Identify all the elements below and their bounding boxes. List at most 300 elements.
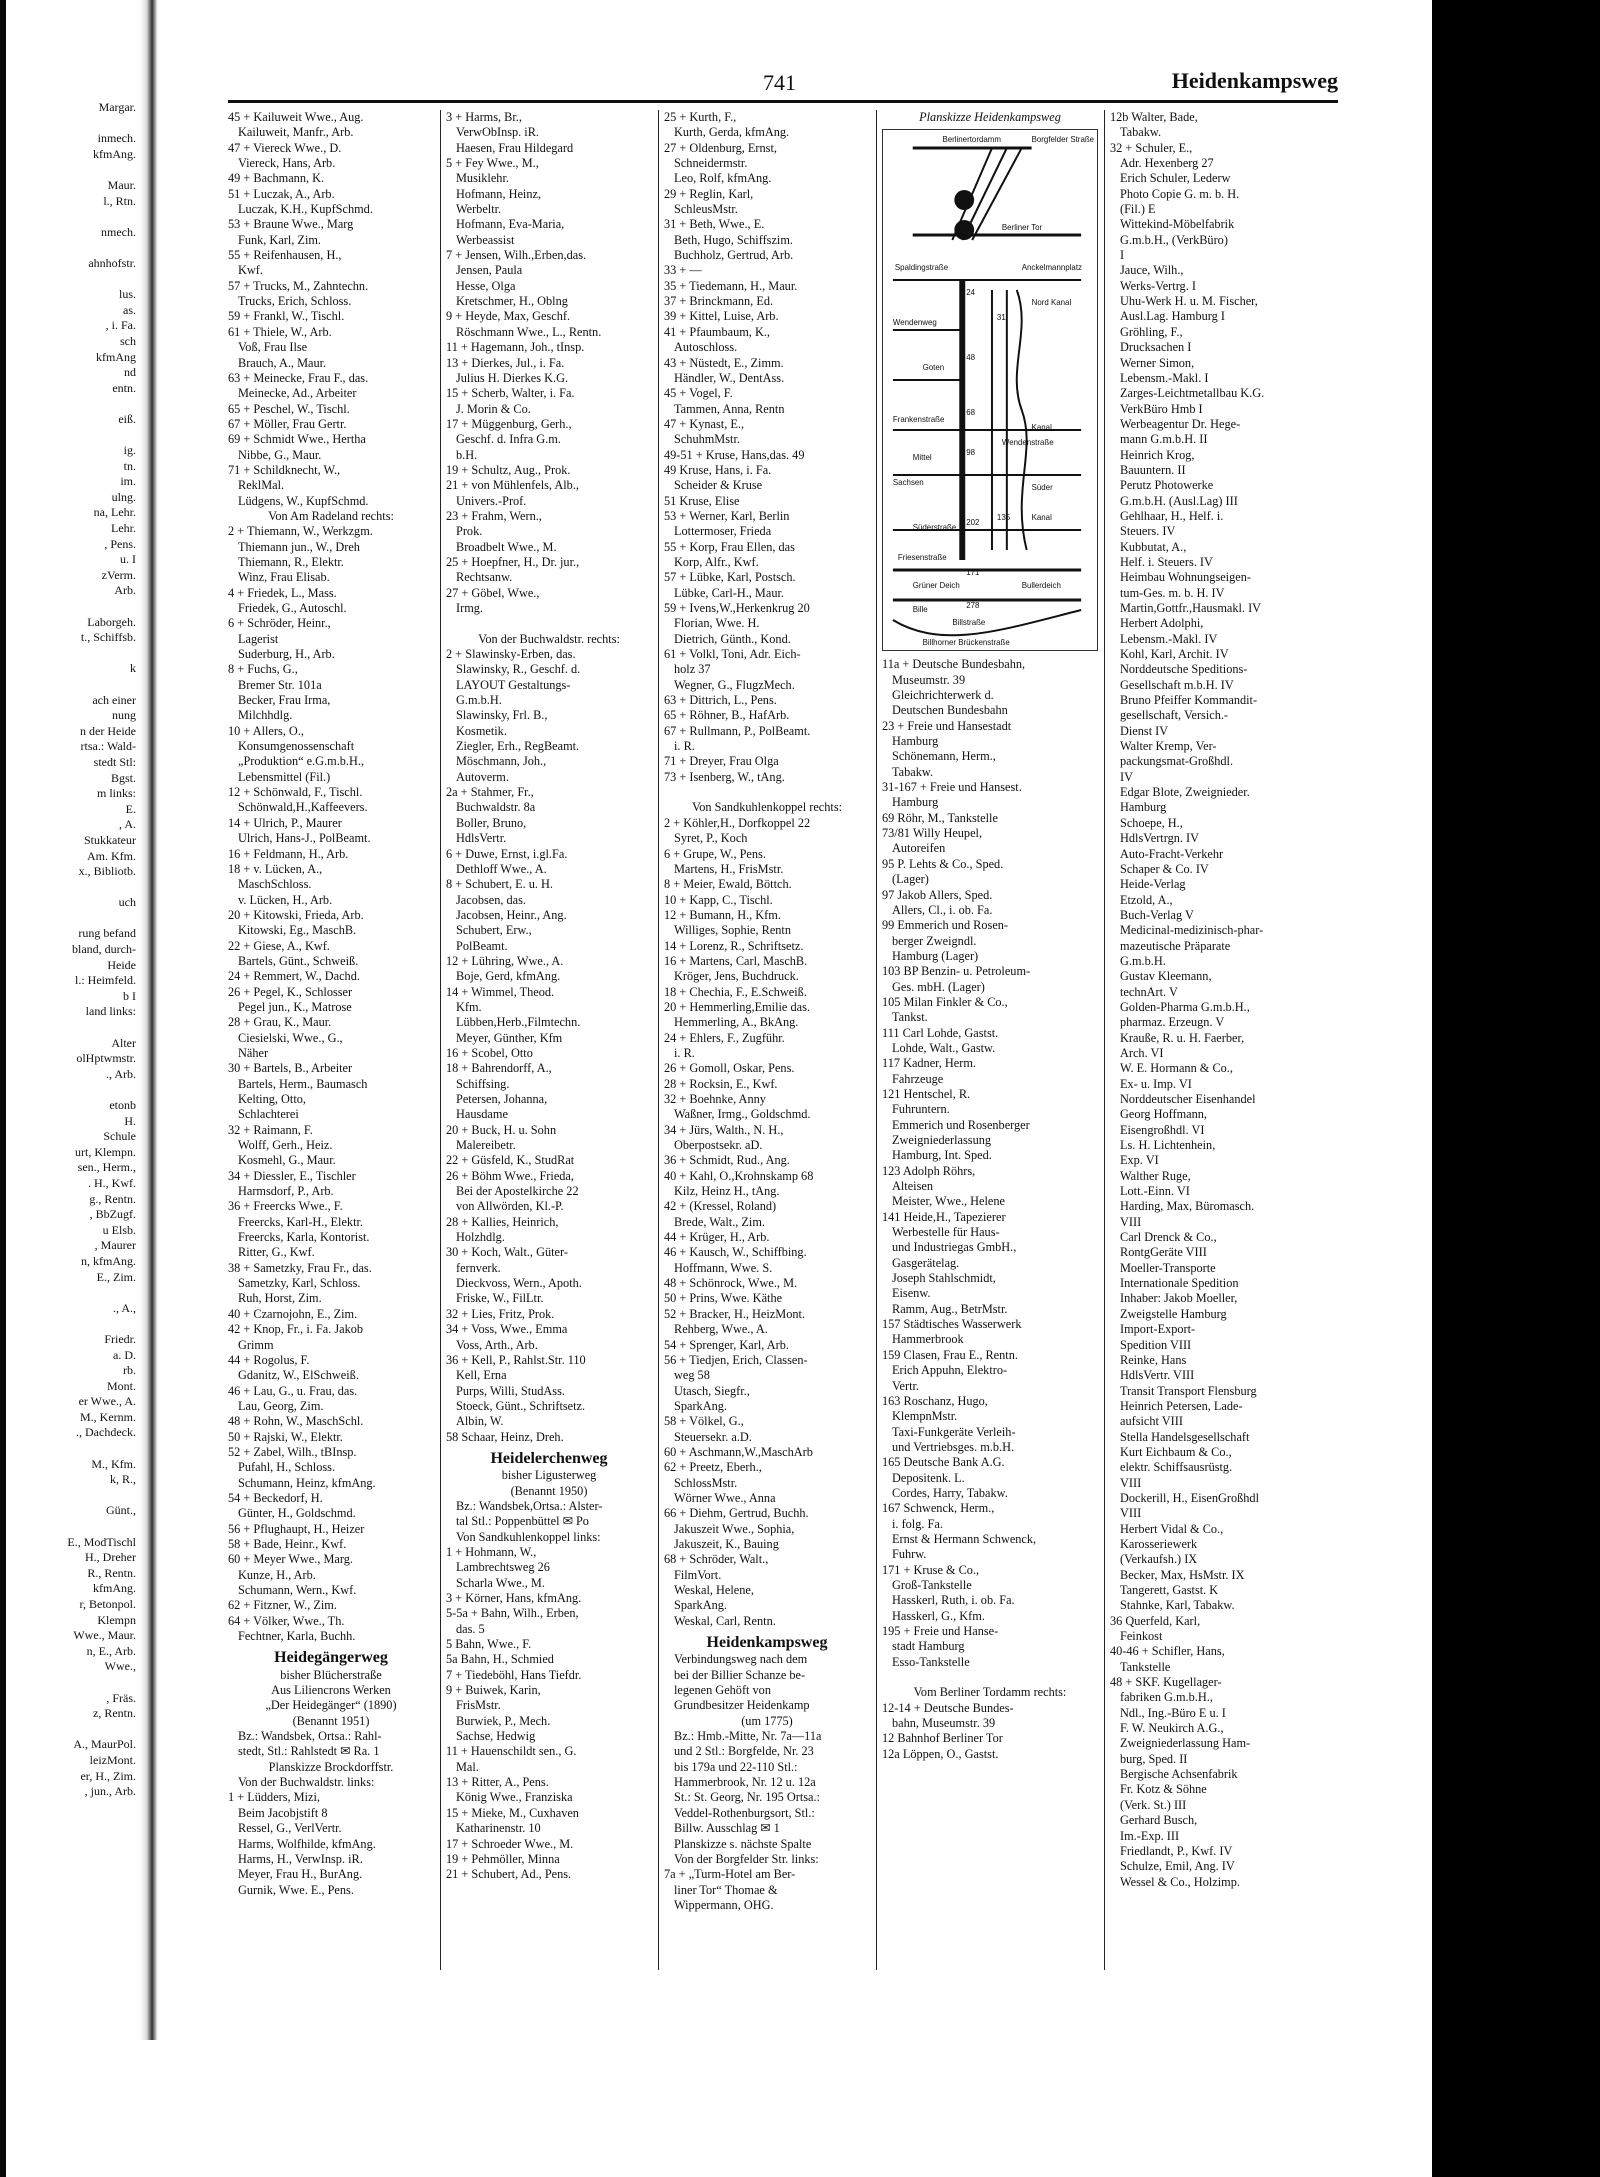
fragment-line: n der Heide xyxy=(80,723,136,738)
entry-continuation: Tabakw. xyxy=(892,764,934,779)
entry-continuation: Werks-Vertrg. I xyxy=(1120,278,1196,293)
entry-continuation: Schumann, Heinz, kfmAng. xyxy=(238,1475,376,1490)
entry-continuation: Becker, Frau Irma, xyxy=(238,693,331,708)
entry-continuation: F. W. Neukirch A.G., xyxy=(1120,1721,1224,1736)
map-label: Billstraße xyxy=(952,618,986,628)
entry-continuation: Etzold, A., xyxy=(1120,892,1173,907)
entry-continuation: Uhu-Werk H. u. M. Fischer, xyxy=(1120,294,1258,309)
fragment-line: , Pens. xyxy=(104,536,136,551)
directory-entry: 26 + Böhm Wwe., Frieda, xyxy=(446,1168,574,1183)
fragment-line: E., Zim. xyxy=(96,1269,136,1284)
directory-entry: 11 + Hagemann, Joh., tInsp. xyxy=(446,340,585,355)
entry-continuation: Wessel & Co., Holzimp. xyxy=(1120,1874,1240,1889)
fragment-line: sen., Herm., xyxy=(77,1160,136,1175)
entry-continuation: Tankst. xyxy=(892,1010,928,1025)
directory-entry: 12a Löppen, O., Gastst. xyxy=(882,1746,999,1761)
entry-continuation: Groß-Tankstelle xyxy=(892,1577,972,1592)
map-title: Planskizze Heidenkampsweg xyxy=(919,110,1061,124)
entry-continuation: Harding, Max, Büromasch. xyxy=(1120,1199,1255,1214)
entry-continuation: Autoschloss. xyxy=(674,340,738,355)
directory-entry: 16 + Scobel, Otto xyxy=(446,1045,533,1060)
entry-continuation: Werner Simon, xyxy=(1120,355,1195,370)
entry-continuation: stedt, Stl.: Rahlstedt ✉ Ra. 1 xyxy=(238,1744,380,1759)
entry-continuation: VIII xyxy=(1120,1475,1142,1490)
entry-continuation: Syret, P., Koch xyxy=(674,831,748,846)
entry-continuation: Buchwaldstr. 8a xyxy=(456,800,536,815)
entry-continuation: Buch-Verlag V xyxy=(1120,907,1194,922)
directory-entry: 33 + — xyxy=(664,263,702,278)
entry-continuation: Heinrich Petersen, Lade- xyxy=(1120,1398,1243,1413)
fragment-line: nmech. xyxy=(101,224,136,239)
directory-entry: 22 + Güsfeld, K., StudRat xyxy=(446,1153,575,1168)
entry-continuation: SparkAng. xyxy=(674,1598,727,1613)
entry-continuation: SchleusMstr. xyxy=(674,202,738,217)
directory-entry: 24 + Remmert, W., Dachd. xyxy=(228,969,360,984)
fragment-line: m links: xyxy=(96,786,136,801)
entry-continuation: Meyer, Frau H., BurAng. xyxy=(238,1867,363,1882)
entry-continuation: Ritter, G., Kwf. xyxy=(238,1245,315,1260)
entry-continuation: mazeutische Präparate xyxy=(1120,938,1231,953)
column-5 xyxy=(1110,110,1338,1970)
fragment-line: g., Rentn. xyxy=(89,1191,136,1206)
map-house-number: 68 xyxy=(966,408,976,418)
directory-entry: 5a Bahn, H., Schmied xyxy=(446,1652,554,1667)
entry-continuation: Konsumgenossenschaft xyxy=(238,739,355,754)
entry-continuation: Tabakw. xyxy=(1120,125,1162,140)
map-label: Grüner Deich xyxy=(912,581,960,591)
directory-entry: 21 + von Mühlenfels, Alb., xyxy=(446,478,579,493)
fragment-line: x., Bibliotb. xyxy=(78,864,136,879)
map-label: Sachsen xyxy=(892,478,924,488)
entry-continuation: Schönwald,H.,Kaffeevers. xyxy=(238,800,368,815)
directory-entry: 56 + Pflughaupt, H., Heizer xyxy=(228,1521,365,1536)
entry-continuation: Lebensmittel (Fil.) xyxy=(238,769,331,784)
street-heading: Heidenkampsweg xyxy=(706,1634,828,1652)
column-separator xyxy=(876,110,877,1970)
entry-continuation: Dockerill, H., EisenGroßhdl xyxy=(1120,1490,1259,1505)
directory-entry: 67 + Rullmann, P., PolBeamt. xyxy=(664,723,811,738)
directory-entry: 56 + Tiedjen, Erich, Classen- xyxy=(664,1352,808,1367)
fragment-line: , jun., Arb. xyxy=(84,1784,136,1799)
map-label: Billhorner Brückenstraße xyxy=(922,638,1010,648)
fragment-line xyxy=(0,1441,140,1457)
road xyxy=(893,330,1081,533)
entry-continuation: Schneidermstr. xyxy=(674,156,748,171)
entry-continuation: Erich Appuhn, Elektro- xyxy=(892,1363,1008,1378)
entry-continuation: Meister, Wwe., Helene xyxy=(892,1194,1005,1209)
directory-entry: 2 + Köhler,H., Dorfkoppel 22 xyxy=(664,815,811,830)
entry-continuation: bei der Billier Schanze be- xyxy=(674,1667,806,1682)
directory-entry: 54 + Beckedorf, H. xyxy=(228,1490,323,1505)
section-note: Aus Liliencrons Werken xyxy=(271,1683,391,1698)
entry-continuation: Fechtner, Karla, Buchh. xyxy=(238,1629,356,1644)
directory-entry: 26 + Gomoll, Oskar, Pens. xyxy=(664,1061,795,1076)
entry-continuation: G.m.b.H., (VerkBüro) xyxy=(1120,232,1228,247)
directory-entry: 111 Carl Lohde, Gastst. xyxy=(882,1025,999,1040)
entry-continuation: Purps, Willi, StudAss. xyxy=(456,1383,565,1398)
fragment-line: Heide xyxy=(107,957,136,972)
fragment-line: ulng. xyxy=(111,489,136,504)
entry-continuation: Pufahl, H., Schloss. xyxy=(238,1460,336,1475)
directory-entry: 46 + Lau, G., u. Frau, das. xyxy=(228,1383,358,1398)
directory-entry: 42 + Knop, Fr., i. Fa. Jakob xyxy=(228,1322,364,1337)
directory-entry: 13 + Dierkes, Jul., i. Fa. xyxy=(446,355,565,370)
fragment-line: n, kfmAng. xyxy=(81,1253,136,1268)
fragment-line: uch xyxy=(118,895,136,910)
entry-continuation: Stoeck, Günt., Schriftsetz. xyxy=(456,1398,586,1413)
directory-entry: 28 + Rocksin, E., Kwf. xyxy=(664,1076,778,1091)
running-head: Heidenkampsweg xyxy=(1171,68,1338,93)
entry-continuation: Billw. Ausschlag ✉ 1 xyxy=(674,1821,780,1836)
entry-continuation: Bergische Achsenfabrik xyxy=(1120,1767,1238,1782)
directory-entry: 64 + Völker, Wwe., Th. xyxy=(228,1613,345,1628)
directory-entry: 51 Kruse, Elise xyxy=(664,493,740,508)
section-note: Von Sandkuhlenkoppel rechts: xyxy=(691,800,843,815)
entry-continuation: Hausdame xyxy=(456,1107,508,1122)
entry-continuation: Ciesielski, Wwe., G., xyxy=(238,1030,343,1045)
entry-continuation: bis 179a und 22-110 Stl.: xyxy=(674,1759,798,1774)
entry-continuation: bahn, Museumstr. 39 xyxy=(892,1716,996,1731)
fragment-line: nung xyxy=(112,708,136,723)
entry-continuation: legenen Gehöft von xyxy=(674,1683,771,1698)
directory-entry: 25 + Kurth, F., xyxy=(664,110,737,124)
entry-continuation: Kubbutat, A., xyxy=(1120,539,1187,554)
fragment-line: Margar. xyxy=(98,100,136,114)
entry-continuation: Gehlhaar, H., Helf. i. xyxy=(1120,508,1224,523)
fragment-line: Lehr. xyxy=(111,521,136,536)
entry-continuation: Lott.-Einn. VI xyxy=(1120,1184,1190,1199)
map-label: Bille xyxy=(912,605,928,615)
entry-continuation: Fuhruntern. xyxy=(892,1102,950,1117)
entry-continuation: Eisengroßhdl. VI xyxy=(1120,1122,1205,1137)
entry-continuation: Steuers. IV xyxy=(1120,524,1176,539)
fragment-line: bland, durch- xyxy=(72,942,136,957)
directory-entry: 24 + Ehlers, F., Zugführ. xyxy=(664,1030,785,1045)
directory-entry: 32 + Schuler, E., xyxy=(1110,140,1193,155)
directory-entry: 123 Adolph Röhrs, xyxy=(882,1163,976,1178)
directory-entry: 5 Bahn, Wwe., F. xyxy=(446,1637,532,1652)
fragment-line: E. xyxy=(125,801,136,816)
entry-continuation: Albin, W. xyxy=(456,1414,504,1429)
fragment-line: , BbZugf. xyxy=(89,1207,136,1222)
entry-continuation: Autoreifen xyxy=(892,841,946,856)
entry-continuation: Harms, Wolfhilde, kfmAng. xyxy=(238,1836,376,1851)
fragment-line xyxy=(0,209,140,225)
entry-continuation: VerwObInsp. iR. xyxy=(456,125,539,140)
s-bahn-station xyxy=(954,190,974,210)
entry-continuation: Norddeutscher Eisenhandel xyxy=(1120,1092,1256,1106)
directory-entry: 5-5a + Bahn, Wilh., Erben, xyxy=(446,1606,579,1621)
entry-continuation: RontgGeräte VIII xyxy=(1120,1245,1207,1260)
fragment-line xyxy=(0,162,140,178)
entry-continuation: Hamburg xyxy=(892,795,939,810)
entry-continuation: Cordes, Harry, Tabakw. xyxy=(892,1485,1008,1500)
directory-entry: 28 + Grau, K., Maur. xyxy=(228,1015,332,1030)
directory-entry: 20 + Kitowski, Frieda, Arb. xyxy=(228,907,364,922)
entry-continuation: Lüdgens, W., KupfSchmd. xyxy=(238,493,369,508)
fragment-line: t., Schiffsb. xyxy=(80,630,136,645)
entry-continuation: Bz.: Wandsbek, Ortsa.: Rahl- xyxy=(238,1729,382,1744)
entry-continuation: Beim Jacobjstift 8 xyxy=(238,1805,328,1820)
entry-continuation: Depositenk. L. xyxy=(892,1470,965,1485)
entry-continuation: Steuersekr. a.D. xyxy=(674,1429,752,1444)
entry-continuation: Lübke, Carl-H., Maur. xyxy=(674,585,784,600)
entry-continuation: gesellschaft, Versich.- xyxy=(1120,708,1229,723)
entry-continuation: Auto-Fracht-Verkehr xyxy=(1120,846,1224,861)
entry-continuation: Bauuntern. II xyxy=(1120,462,1186,477)
directory-entry: 2 + Thiemann, W., Werkzgm. xyxy=(228,524,373,539)
entry-continuation: Mal. xyxy=(456,1759,479,1774)
directory-entry: 13 + Ritter, A., Pens. xyxy=(446,1775,549,1790)
section-note: Von der Buchwaldstr. rechts: xyxy=(478,631,620,646)
entry-continuation: Herbert Vidal & Co., xyxy=(1120,1521,1224,1536)
entry-continuation: liner Tor“ Thomae & xyxy=(674,1882,778,1897)
entry-continuation: berger Zweigndl. xyxy=(892,933,977,948)
entry-continuation: technArt. V xyxy=(1120,984,1178,999)
directory-entry: 41 + Pfaumbaum, K., xyxy=(664,324,770,339)
section-note: (um 1775) xyxy=(741,1713,793,1728)
entry-continuation: Von Sandkuhlenkoppel links: xyxy=(456,1529,601,1544)
directory-entry: 12 Bahnhof Berliner Tor xyxy=(882,1731,1003,1746)
fragment-line: , i. Fa. xyxy=(105,318,136,333)
directory-entry: 30 + Bartels, B., Arbeiter xyxy=(228,1061,353,1076)
entry-continuation: St.: St. Georg, Nr. 195 Ortsa.: xyxy=(674,1790,820,1805)
entry-continuation: Thiemann, R., Elektr. xyxy=(238,554,344,569)
directory-entry: 52 + Zabel, Wilh., tBInsp. xyxy=(228,1444,357,1459)
directory-entry: 27 + Oldenburg, Ernst, xyxy=(664,140,777,155)
entry-continuation: Taxi-Funkgeräte Verleih- xyxy=(892,1424,1016,1439)
fragment-line: M., Kernm. xyxy=(80,1409,136,1424)
entry-continuation: Hamburg (Lager) xyxy=(892,948,979,963)
entry-continuation: Werbeagentur Dr. Hege- xyxy=(1120,416,1241,431)
entry-continuation: Heide-Verlag xyxy=(1120,877,1186,892)
map-label: Kanal xyxy=(1031,423,1052,433)
entry-continuation: (Fil.) E xyxy=(1120,202,1156,217)
entry-continuation: Bruno Pfeiffer Kommandit- xyxy=(1120,693,1258,708)
directory-entry: 61 + Thiele, W., Arb. xyxy=(228,324,332,339)
directory-entry: 16 + Feldmann, H., Arb. xyxy=(228,846,349,861)
entry-continuation: Stahnke, Karl, Tabakw. xyxy=(1120,1598,1235,1613)
directory-entry: 17 + Müggenburg, Gerh., xyxy=(446,416,572,431)
column-1 xyxy=(228,110,434,1970)
directory-entry: 8 + Schubert, E. u. H. xyxy=(446,877,554,892)
directory-entry: 171 + Kruse & Co., xyxy=(882,1562,980,1577)
directory-entry: 50 + Prins, Wwe. Käthe xyxy=(664,1291,783,1306)
map-label: Kanal xyxy=(1031,513,1052,523)
entry-continuation: Exp. VI xyxy=(1120,1153,1159,1168)
entry-continuation: Moeller-Transporte xyxy=(1120,1260,1216,1275)
directory-entry: 18 + Chechia, F., E.Schweiß. xyxy=(664,984,807,999)
fragment-line xyxy=(0,1722,140,1738)
section-note: (Benannt 1950) xyxy=(510,1483,588,1498)
entry-continuation: Import-Export- xyxy=(1120,1322,1196,1337)
directory-entry: 73/81 Willy Heupel, xyxy=(882,826,983,841)
street-sketch-map xyxy=(882,129,1098,651)
entry-continuation: Harms, H., VerwInsp. iR. xyxy=(238,1851,363,1866)
entry-continuation: Oberpostsekr. aD. xyxy=(674,1138,763,1153)
fragment-line: E., ModTischl xyxy=(67,1534,136,1549)
directory-entry: 32 + Boehnke, Anny xyxy=(664,1092,766,1106)
entry-continuation: Kosmehl, G., Maur. xyxy=(238,1153,336,1168)
entry-continuation: Petersen, Johanna, xyxy=(456,1092,548,1106)
fragment-line xyxy=(0,1285,140,1301)
entry-continuation: Irmg. xyxy=(456,601,483,615)
directory-entry: 52 + Bracker, H., HeizMont. xyxy=(664,1306,805,1321)
entry-continuation: Scheider & Kruse xyxy=(674,478,763,493)
entry-continuation: Kailuweit, Manfr., Arb. xyxy=(238,125,354,140)
directory-entry: 2a + Stahmer, Fr., xyxy=(446,785,534,800)
fragment-line xyxy=(0,1082,140,1098)
fragment-line: r, Betonpol. xyxy=(79,1597,136,1611)
fragment-line: as. xyxy=(123,302,136,317)
entry-continuation: Boje, Gerd, kfmAng. xyxy=(456,969,561,984)
fragment-line: Bgst. xyxy=(110,770,136,785)
entry-continuation: Haesen, Frau Hildegard xyxy=(456,140,574,155)
fragment-line xyxy=(0,1675,140,1691)
directory-entry: 6 + Duwe, Ernst, i.gl.Fa. xyxy=(446,846,568,861)
entry-continuation: Fuhrw. xyxy=(892,1547,927,1562)
map-label: Goten xyxy=(922,363,945,373)
entry-continuation: Möschmann, Joh., xyxy=(456,754,547,769)
entry-continuation: Schumann, Wern., Kwf. xyxy=(238,1583,357,1597)
entry-continuation: Internationale Spedition xyxy=(1120,1276,1239,1291)
map-house-number: 135 xyxy=(996,513,1011,523)
entry-continuation: Walther Ruge, xyxy=(1120,1168,1191,1183)
entry-continuation: HdlsVertrgn. IV xyxy=(1120,831,1200,846)
entry-continuation: und Vertriebsges. m.b.H. xyxy=(892,1439,1015,1454)
entry-continuation: Hamburg, Int. Sped. xyxy=(892,1148,992,1163)
entry-continuation: Edgar Blote, Zweignieder. xyxy=(1120,785,1250,800)
entry-continuation: Sachse, Hedwig xyxy=(456,1729,536,1744)
entry-continuation: Lohde, Walt., Gastw. xyxy=(892,1040,996,1055)
fragment-line: entn. xyxy=(112,380,136,395)
fragment-line: land links: xyxy=(85,1004,136,1019)
directory-entry: 12 + Lühring, Wwe., A. xyxy=(446,953,564,968)
entry-continuation: Kurt Eichbaum & Co., xyxy=(1120,1444,1232,1459)
map-label: Friesenstraße xyxy=(897,553,947,563)
entry-continuation: Geschf. d. Infra G.m. xyxy=(456,432,561,447)
fragment-line: H., Dreher xyxy=(85,1550,136,1565)
entry-continuation: Dienst IV xyxy=(1120,723,1169,738)
directory-entry: 40 + Kahl, O.,Krohnskamp 68 xyxy=(664,1168,814,1183)
entry-continuation: Im.-Exp. III xyxy=(1120,1828,1180,1843)
entry-continuation: Prok. xyxy=(456,524,483,539)
entry-continuation: Lebensm.-Makl. IV xyxy=(1120,631,1218,646)
entry-continuation: Meinecke, Ad., Arbeiter xyxy=(238,386,357,401)
directory-entry: 58 + Bade, Heinr., Kwf. xyxy=(228,1536,347,1551)
directory-entry: 14 + Lorenz, R., Schriftsetz. xyxy=(664,938,804,953)
directory-entry: 36 + Kell, P., Rahlst.Str. 110 xyxy=(446,1352,586,1367)
entry-continuation: Schoepe, H., xyxy=(1120,815,1183,830)
fragment-line: kfmAng xyxy=(96,349,136,364)
fragment-line: ach einer xyxy=(92,692,136,707)
entry-continuation: Jacobsen, das. xyxy=(456,892,527,907)
directory-entry: 45 + Kailuweit Wwe., Aug. xyxy=(228,110,364,124)
map-house-number: 98 xyxy=(966,448,976,458)
entry-continuation: Kosmetik. xyxy=(456,723,507,738)
entry-continuation: HdlsVertr. xyxy=(456,831,507,846)
fragment-line xyxy=(0,427,140,443)
directory-entry: 43 + Nüstedt, E., Zimm. xyxy=(664,355,784,370)
entry-continuation: Hofmann, Eva-Maria, xyxy=(456,217,565,232)
entry-continuation: Suderburg, H., Arb. xyxy=(238,647,335,662)
entry-continuation: Hammerbrook xyxy=(892,1332,964,1347)
fragment-line: k xyxy=(130,661,136,676)
directory-entry: 12 + Schönwald, F., Tischl. xyxy=(228,785,363,800)
street-heading: Heidelerchenweg xyxy=(490,1449,608,1467)
entry-continuation: PolBeamt. xyxy=(456,938,508,953)
directory-entry: 73 + Isenberg, W., tAng. xyxy=(664,769,785,784)
directory-entry: 36 + Schmidt, Rud., Ang. xyxy=(664,1153,790,1168)
canal xyxy=(1017,290,1027,550)
entry-continuation: Herbert Adolphi, xyxy=(1120,616,1204,631)
entry-continuation: burg, Sped. II xyxy=(1120,1751,1188,1766)
entry-continuation: Schulze, Emil, Ang. IV xyxy=(1120,1859,1235,1874)
directory-entry: 32 + Raimann, F. xyxy=(228,1122,313,1137)
fragment-line: rtsa.: Wald- xyxy=(80,739,136,754)
entry-continuation: Museumstr. 39 xyxy=(892,672,966,687)
directory-entry: 58 + Völkel, G., xyxy=(664,1414,744,1429)
entry-continuation: Ressel, G., VerlVertr. xyxy=(238,1821,342,1836)
fragment-line: tn. xyxy=(123,458,136,473)
directory-entry: 22 + Giese, A., Kwf. xyxy=(228,938,330,953)
entry-continuation: Lebensm.-Makl. I xyxy=(1120,370,1209,385)
map-label: Frankenstraße xyxy=(892,415,945,425)
directory-entry: 6 + Grupe, W., Pens. xyxy=(664,846,766,861)
entry-continuation: Vertr. xyxy=(892,1378,919,1393)
directory-entry: 18 + Bahrendorff, A., xyxy=(446,1061,552,1076)
entry-continuation: Buchholz, Gertrud, Arb. xyxy=(674,248,794,263)
entry-continuation: und 2 Stl.: Borgfelde, Nr. 23 xyxy=(674,1744,814,1759)
map-label: Anckelmannplatz xyxy=(1021,263,1082,273)
entry-continuation: Zweigniederlassung Ham- xyxy=(1120,1736,1251,1751)
directory-entry: 16 + Martens, Carl, MaschB. xyxy=(664,953,808,968)
fragment-line: Maur. xyxy=(107,177,136,192)
map-label: Borgfelder Straße xyxy=(1031,135,1095,145)
entry-continuation: (Verk. St.) III xyxy=(1120,1797,1187,1812)
entry-continuation: Boller, Bruno, xyxy=(456,815,527,830)
entry-continuation: Alteisen xyxy=(892,1179,933,1194)
directory-entry: 49 + Bachmann, K. xyxy=(228,171,325,186)
fragment-line: Laborgeh. xyxy=(87,614,136,629)
entry-continuation: W. E. Hormann & Co., xyxy=(1120,1061,1233,1076)
entry-continuation: VIII xyxy=(1120,1506,1142,1521)
entry-continuation: Schiffsing. xyxy=(456,1076,510,1091)
entry-continuation: KlempnMstr. xyxy=(892,1409,958,1424)
fragment-line: . H., Kwf. xyxy=(88,1175,136,1190)
directory-entry: 48 + SKF. Kugellager- xyxy=(1110,1675,1222,1690)
entry-continuation: Golden-Pharma G.m.b.H., xyxy=(1120,999,1250,1014)
fragment-line: M., Kfm. xyxy=(91,1456,136,1471)
entry-continuation: „Produktion“ e.G.m.b.H., xyxy=(238,754,365,769)
fragment-line: l.: Heimfeld. xyxy=(75,973,136,988)
entry-continuation: Dieckvoss, Wern., Apoth. xyxy=(456,1276,582,1291)
entry-continuation: Milchhdlg. xyxy=(238,708,293,723)
fragment-line: er, H., Zim. xyxy=(80,1768,136,1783)
entry-continuation: weg 58 xyxy=(674,1368,710,1383)
entry-continuation: Autoverm. xyxy=(456,769,509,784)
directory-entry: 3 + Harms, Br., xyxy=(446,110,522,124)
entry-continuation: Musiklehr. xyxy=(456,171,509,186)
directory-entry: 50 + Rajski, W., Elektr. xyxy=(228,1429,343,1444)
directory-entry: 7a + „Turm-Hotel am Ber- xyxy=(664,1867,796,1882)
column-separator xyxy=(1104,110,1105,1970)
entry-continuation: aufsicht VIII xyxy=(1120,1414,1183,1429)
entry-continuation: Lagerist xyxy=(238,631,279,646)
fragment-line xyxy=(0,1020,140,1036)
directory-entry: 167 Schwenck, Herm., xyxy=(882,1501,995,1516)
fragment-line: , Fräs. xyxy=(106,1690,136,1705)
